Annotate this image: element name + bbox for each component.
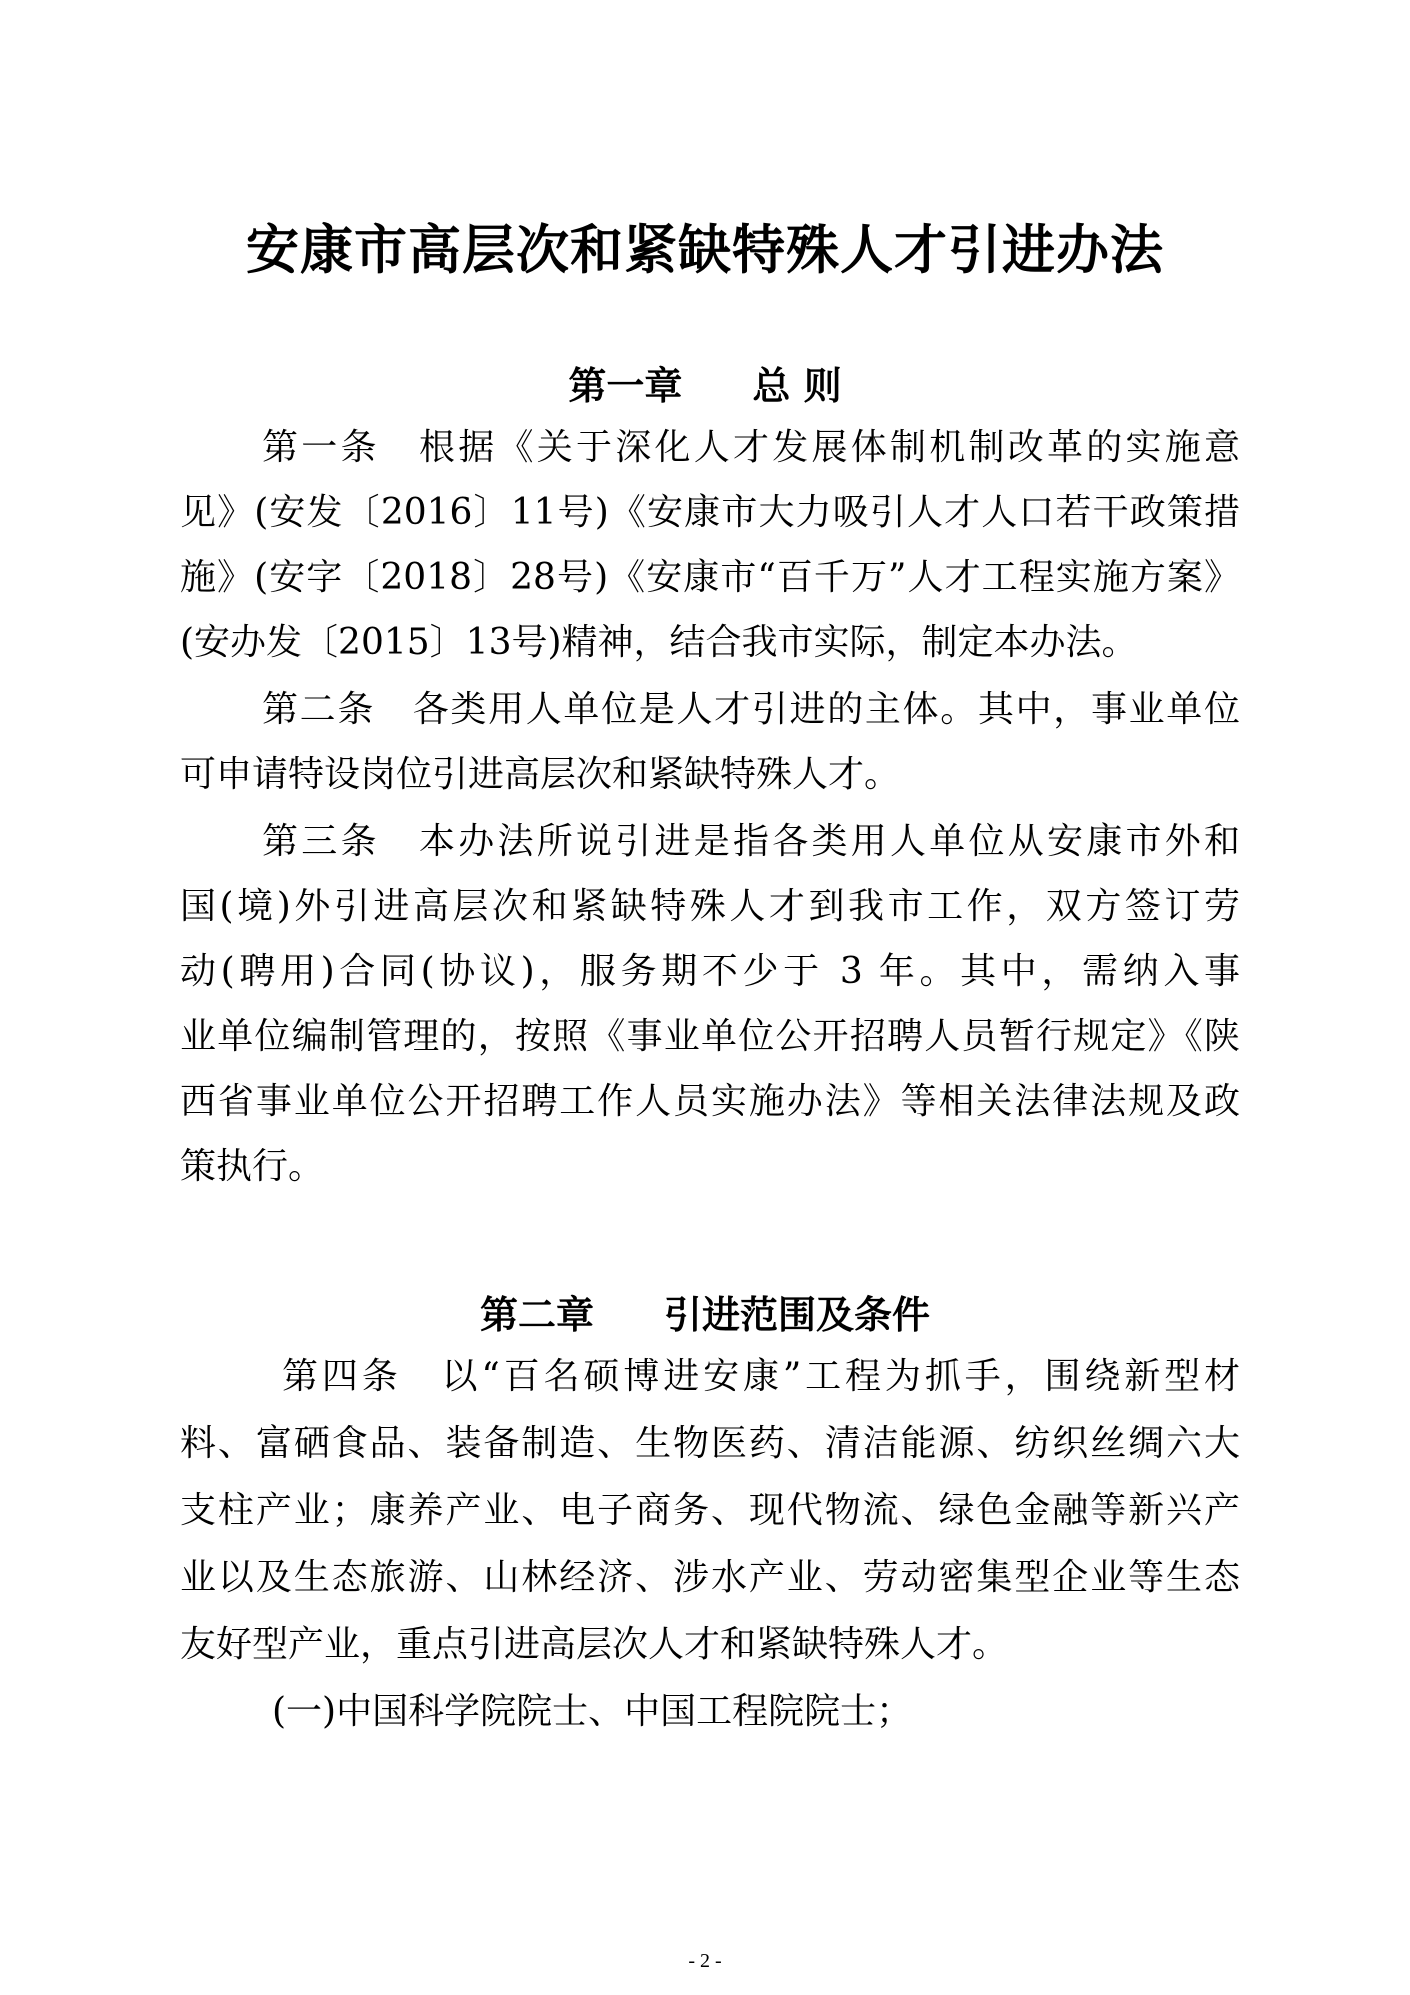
chapter-2-number: 第二章: [479, 1293, 594, 1337]
article-1-line: 见》(安发〔2016〕11号)《安康市大力吸引人才人口若干政策措: [180, 492, 1240, 533]
article-2-line: 第二条 各类用人单位是人才引进的主体。其中，事业单位: [262, 689, 1240, 730]
chapter-1-name: 总 则: [752, 364, 842, 408]
article-1-line: (安办发〔2015〕13号)精神，结合我市实际，制定本办法。: [180, 622, 1138, 663]
article-3-line: 动(聘用)合同(协议)，服务期不少于 3 年。其中，需纳入事: [180, 951, 1240, 992]
article-4-line: 业以及生态旅游、山林经济、涉水产业、劳动密集型企业等生态: [180, 1557, 1240, 1598]
article-3-line: 策执行。: [180, 1146, 325, 1187]
article-3-line: 西省事业单位公开招聘工作人员实施办法》等相关法律法规及政: [180, 1081, 1240, 1122]
article-3-line: 第三条 本办法所说引进是指各类用人单位从安康市外和: [262, 821, 1240, 862]
article-3-line: 业单位编制管理的，按照《事业单位公开招聘人员暂行规定》《陕: [180, 1016, 1240, 1057]
article-4-line: 料、富硒食品、装备制造、生物医药、清洁能源、纺织丝绸六大: [180, 1423, 1240, 1464]
article-2-line: 可申请特设岗位引进高层次和紧缺特殊人才。: [180, 754, 901, 795]
chapter-2-heading: [0, 1284, 1410, 1339]
article-1-line: 第一条 根据《关于深化人才发展体制机制改革的实施意: [262, 427, 1240, 468]
article-4-line: 支柱产业；康养产业、电子商务、现代物流、绿色金融等新兴产: [180, 1490, 1240, 1531]
article-4-line: 友好型产业，重点引进高层次人才和紧缺特殊人才。: [180, 1624, 1009, 1665]
chapter-2-name: 引进范围及条件: [664, 1293, 931, 1337]
article-1-line: 施》(安字〔2018〕28号)《安康市“百千万”人才工程实施方案》: [180, 557, 1240, 598]
article-3-line: 国(境)外引进高层次和紧缺特殊人才到我市工作，双方签订劳: [180, 886, 1240, 927]
chapter-1-heading: [0, 355, 1410, 410]
page-number: - 2 -: [688, 1950, 722, 1972]
list-item: (一)中国科学院院士、中国工程院院士；: [272, 1691, 913, 1732]
article-4-line: 第四条 以“百名硕博进安康”工程为抓手，围绕新型材: [282, 1356, 1240, 1397]
document-title: 安康市高层次和紧缺特殊人才引进办法: [246, 219, 1164, 281]
chapter-1-number: 第一章: [568, 364, 683, 408]
